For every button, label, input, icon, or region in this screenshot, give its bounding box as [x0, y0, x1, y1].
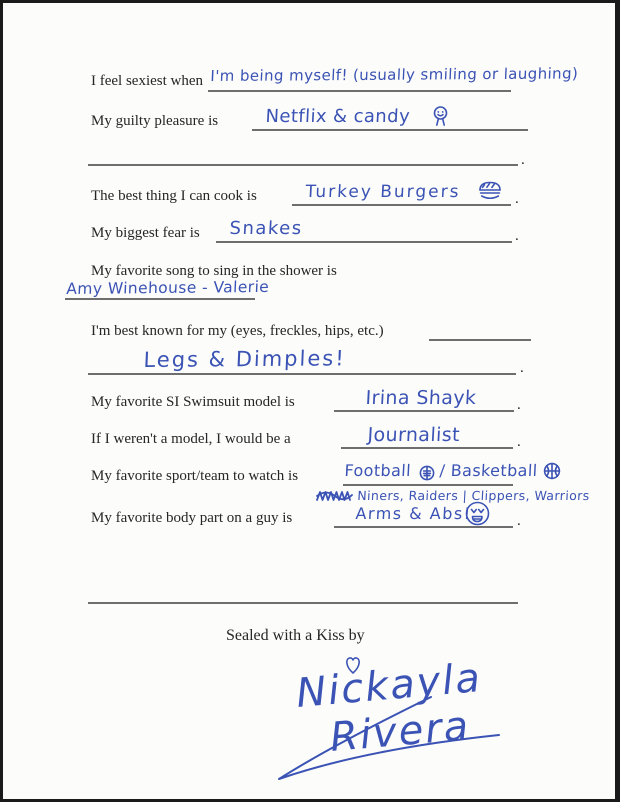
handwritten-answer: Turkey Burgers [305, 182, 462, 202]
question-label: I feel sexiest when [91, 73, 204, 89]
answer-line [334, 410, 514, 412]
scribble-doodle-icon [315, 489, 353, 508]
line-period: . [521, 152, 525, 168]
answer-line [341, 447, 513, 449]
line-period: . [520, 360, 524, 376]
line-period: . [515, 191, 519, 207]
question-label: My biggest fear is [91, 225, 200, 241]
signature-last-name: Rivera [328, 702, 472, 762]
handwritten-answer: Netflix & candy [265, 106, 411, 127]
line-period: . [517, 397, 521, 413]
handwritten-answer: I'm being myself! (usually smiling or laughing) [210, 64, 579, 85]
answer-line [429, 339, 531, 341]
line-period: . [517, 513, 521, 529]
answer-line [252, 129, 528, 131]
handwritten-answer: Amy Winehouse - Valerie [66, 277, 270, 298]
answer-line [88, 373, 516, 375]
handwritten-answer: Irina Shayk [365, 387, 477, 409]
answer-line [65, 298, 255, 300]
handwritten-answer: Legs & Dimples! [143, 346, 347, 372]
answer-line [208, 90, 511, 92]
burger-doodle-icon [477, 179, 503, 208]
question-label: My favorite sport/team to watch is [91, 468, 299, 484]
question-label: My favorite body part on a guy is [91, 510, 293, 526]
handwritten-answer: Niners, Raiders | Clippers, Warriors [357, 488, 591, 503]
handwritten-answer: Snakes [229, 218, 304, 239]
handwritten-answer: Journalist [367, 424, 461, 446]
line-period: . [515, 228, 519, 244]
handwritten-answer: Arms & Abs! [355, 504, 473, 523]
line-period: . [517, 434, 521, 450]
question-label: The best thing I can cook is [91, 188, 257, 204]
tongue-face-doodle-icon [464, 500, 491, 532]
blank-line [88, 164, 518, 166]
blank-line [88, 602, 518, 604]
signature-first-name: Nickayla [294, 654, 484, 718]
sealed-with-a-kiss-label: Sealed with a Kiss by [226, 627, 365, 644]
candy-doodle-icon [431, 105, 451, 136]
handwritten-answer: Football [344, 461, 412, 480]
handwritten-answer: / Basketball [439, 461, 539, 480]
question-label: My favorite SI Swimsuit model is [91, 394, 295, 410]
question-label: I'm best known for my (eyes, freckles, hips, etc.) [91, 323, 384, 339]
question-label: My favorite song to sing in the shower is [91, 263, 337, 279]
football-doodle-icon [419, 465, 435, 486]
basketball-doodle-icon [543, 462, 561, 485]
answer-line [216, 241, 512, 243]
question-label: If I weren't a model, I would be a [91, 431, 291, 447]
question-label: My guilty pleasure is [91, 113, 219, 129]
